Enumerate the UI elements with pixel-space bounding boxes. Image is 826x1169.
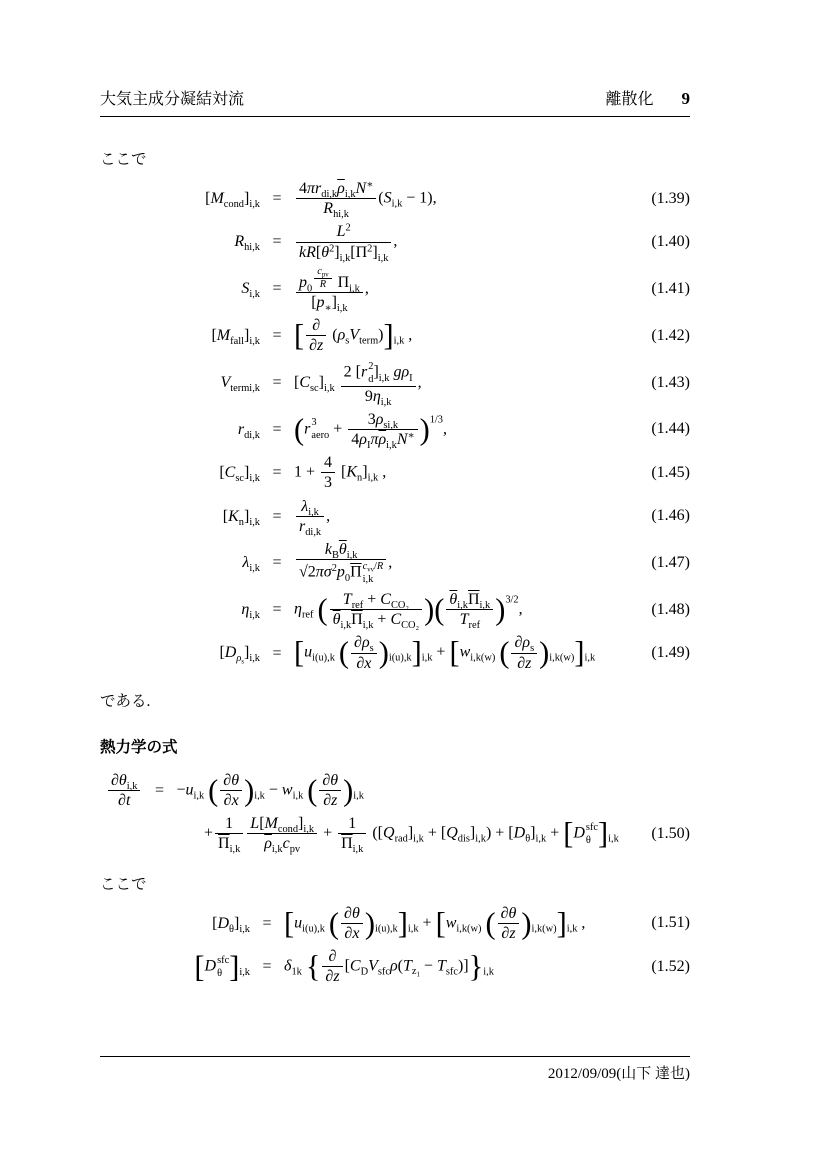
equation-row-1-41 bbox=[100, 265, 690, 315]
equals-sign: = bbox=[272, 601, 282, 619]
equation-rhs: [ ∂ ∂z $(\rho_sV_{term})]_{i,k}$ , bbox=[294, 317, 413, 355]
equation-lhs: $[C_{sc}]_{i,k}$ bbox=[219, 464, 260, 485]
equation-rhs: $\eta_{ref}$ ( $T_{ref} + C_{CO_2}$ $\overline{\theta}_{i,k}\overline{\Pi}_{i,k} + C_{CO_2}$ )( $\overline{\theta}_{i,k}\overline{\Pi}_{i,k}$ $T_{ref}$ )$^{3/2}$, bbox=[294, 591, 523, 632]
equation-rhs-line2: + $\frac{1}{\overline{\Pi}_{i,k}}$ $L[M_{cond}]_{i,k}$ $\overline{\rho}_{i,k}c_{pv}$ + $\frac{1}{\overline{\Pi}_{i,k}}$ $([Q_{rad}]_{i,k} + [Q_{dis}]_{i,k}) + [D_\theta]_{i,k} + [D$ sfc θ ]$_{i,k}$ bbox=[204, 815, 619, 856]
equation-rhs: $k_B\overline{\theta}_{i,k}$ $√2\pi\sigma^2p_0\overline{\Pi}$ $c_{vv}/R$ i,k , bbox=[294, 540, 651, 586]
equation-block-1 bbox=[100, 179, 690, 673]
page-footer bbox=[100, 1056, 690, 1083]
equation-row-1-50 bbox=[100, 771, 690, 854]
equation-number: (1.43) bbox=[651, 373, 690, 391]
equation-number: (1.52) bbox=[651, 957, 690, 975]
intro-text: ここで bbox=[100, 151, 147, 168]
equals-sign: = bbox=[272, 233, 282, 251]
here-text: ここで bbox=[100, 875, 147, 893]
equation-number: (1.50) bbox=[651, 824, 690, 842]
equation-rhs: $p_0$ $^{c_{pv} R}$ $\Pi_{i,k}$ $[p_∗]_{i,k}$ , bbox=[294, 266, 651, 312]
equation-rhs: $\lambda_{i,k}$ $r_{di,k}$ , bbox=[294, 497, 651, 536]
equation-row-1-43 bbox=[100, 360, 690, 406]
equation-lhs: $\eta_{i,k}$ bbox=[241, 601, 260, 622]
equation-rhs: $[C_{sc}]_{i,k}$ 2 [r 2 d ]$_{i,k}$ $g\rho_I$ $9\eta_{i,k}$ , bbox=[294, 360, 422, 408]
equation-row-1-39 bbox=[100, 179, 690, 221]
equals-sign: = bbox=[272, 374, 282, 392]
equation-number: (1.40) bbox=[651, 233, 690, 251]
page-number: 9 bbox=[681, 89, 690, 108]
equals-sign: = bbox=[272, 280, 282, 298]
equation-number: (1.39) bbox=[651, 189, 690, 207]
equation-lhs: $V_{termi,k}$ bbox=[220, 374, 260, 395]
equation-lhs: $[K_n]_{i,k}$ bbox=[222, 507, 260, 528]
equation-row-1-48 bbox=[100, 590, 690, 632]
equation-number: (1.41) bbox=[651, 279, 690, 297]
outro-text: である. bbox=[100, 692, 151, 710]
equation-number: (1.42) bbox=[651, 326, 690, 344]
equals-sign: = bbox=[154, 781, 164, 799]
equation-rhs: 1 + $\frac{4}{3}$ $[K_n]_{i,k}$ , bbox=[294, 454, 387, 492]
header-section-title: 離散化 bbox=[605, 91, 654, 108]
equation-lhs: $R_{hi,k}$ bbox=[234, 233, 260, 254]
equation-rhs: [$u_{i(u),k}$ ( $\frac{\partial\rho_s}{\partial x}$ )$_{i(u),k}]_{i,k} + [w_{i,k(w)}$ ( $\frac{\partial\rho_s}{\partial z}$ )$_{i,k(w)}]_{i,k}$ bbox=[294, 634, 596, 672]
equation-rhs: (r 3 aero + $3\rho_{si,k}$ $4\rho_I\pi\overline{\rho}_{i,k}N^∗$ )$^{1/3}$, bbox=[294, 410, 447, 452]
footer-date-author: 2012/09/09(山下 達也) bbox=[547, 1066, 690, 1082]
equation-block-2 bbox=[100, 904, 690, 987]
header-title-left: 大気主成分凝結対流 bbox=[100, 91, 245, 108]
equation-row-1-52 bbox=[100, 947, 690, 986]
equation-lhs: $\lambda_{i,k}$ bbox=[242, 554, 260, 575]
equation-row-1-42 bbox=[100, 316, 690, 355]
equation-rhs: $4\pi r_{di,k}\overline{\rho}_{i,k}N^∗$ $R_{hi,k}$ $(S_{i,k} - 1)$, bbox=[294, 179, 651, 218]
equation-row-1-40 bbox=[100, 222, 690, 264]
equation-number: (1.45) bbox=[651, 463, 690, 481]
equation-number: (1.48) bbox=[651, 600, 690, 618]
equation-lhs: $[D_\theta]_{i,k}$ bbox=[212, 914, 250, 935]
equation-lhs: [D sfc θ ]$_{i,k}$ bbox=[194, 949, 250, 984]
equation-1-50-line1 bbox=[106, 771, 690, 810]
section-heading: 熱力学の式 bbox=[100, 738, 178, 756]
equation-rhs: $\delta_{1k}$ { ∂ ∂z $[C_DV_{sfc}\rho(T_{z_1} - T_{sfc})]\}_{i,k}$ bbox=[284, 947, 494, 986]
equals-sign: = bbox=[262, 958, 272, 976]
equation-lhs: $[M_{fall}]_{i,k}$ bbox=[211, 327, 260, 348]
equation-row-1-45 bbox=[100, 453, 690, 492]
equation-number: (1.46) bbox=[651, 507, 690, 525]
equation-row-1-51 bbox=[100, 904, 690, 943]
page-header bbox=[100, 86, 690, 117]
equals-sign: = bbox=[272, 327, 282, 345]
equation-lhs: $[D_{\rho_s}]_{i,k}$ bbox=[219, 644, 260, 667]
equation-row-1-46 bbox=[100, 497, 690, 536]
equation-number: (1.44) bbox=[651, 420, 690, 438]
equation-lhs: $S_{i,k}$ bbox=[241, 280, 260, 301]
equals-sign: = bbox=[272, 554, 282, 572]
equation-lhs: $r_{di,k}$ bbox=[237, 420, 260, 442]
equals-sign: = bbox=[262, 914, 272, 932]
equation-rhs: [$u_{i(u),k}$ ( $\frac{\partial\theta}{\partial x}$ )$_{i(u),k}]_{i,k} + [w_{i,k(w)}$ ( $\frac{\partial\theta}{\partial z}$ )$_{i,k(w)}]_{i,k}$ , bbox=[284, 904, 586, 942]
equation-number: (1.51) bbox=[651, 914, 690, 932]
equation-number: (1.47) bbox=[651, 554, 690, 571]
equation-number: (1.49) bbox=[651, 644, 690, 662]
equation-row-1-49 bbox=[100, 633, 690, 672]
equation-lhs: $\frac{\partial\theta_{i,k}}{\partial t}$ bbox=[106, 771, 142, 810]
equals-sign: = bbox=[272, 507, 282, 525]
equation-1-50-line2 bbox=[204, 814, 690, 856]
equation-lhs: $[M_{cond}]_{i,k}$ bbox=[205, 190, 260, 211]
equation-rhs: $\frac{L^2}{kR[\theta^2]_{i,k}[\Pi^2]_{i,k}}$ , bbox=[294, 222, 651, 261]
equation-rhs-line1: $-u_{i,k}$ ( $\frac{\partial\theta}{\partial x}$ )$_{i,k} - w_{i,k}$ ( $\frac{\partial\theta}{\partial z}$ )$_{i,k}$ bbox=[176, 771, 364, 810]
equation-row-1-44 bbox=[100, 410, 690, 452]
equals-sign: = bbox=[272, 644, 282, 662]
equals-sign: = bbox=[272, 420, 282, 438]
equation-row-1-47 bbox=[100, 540, 690, 586]
equals-sign: = bbox=[272, 190, 282, 208]
equals-sign: = bbox=[272, 464, 282, 482]
